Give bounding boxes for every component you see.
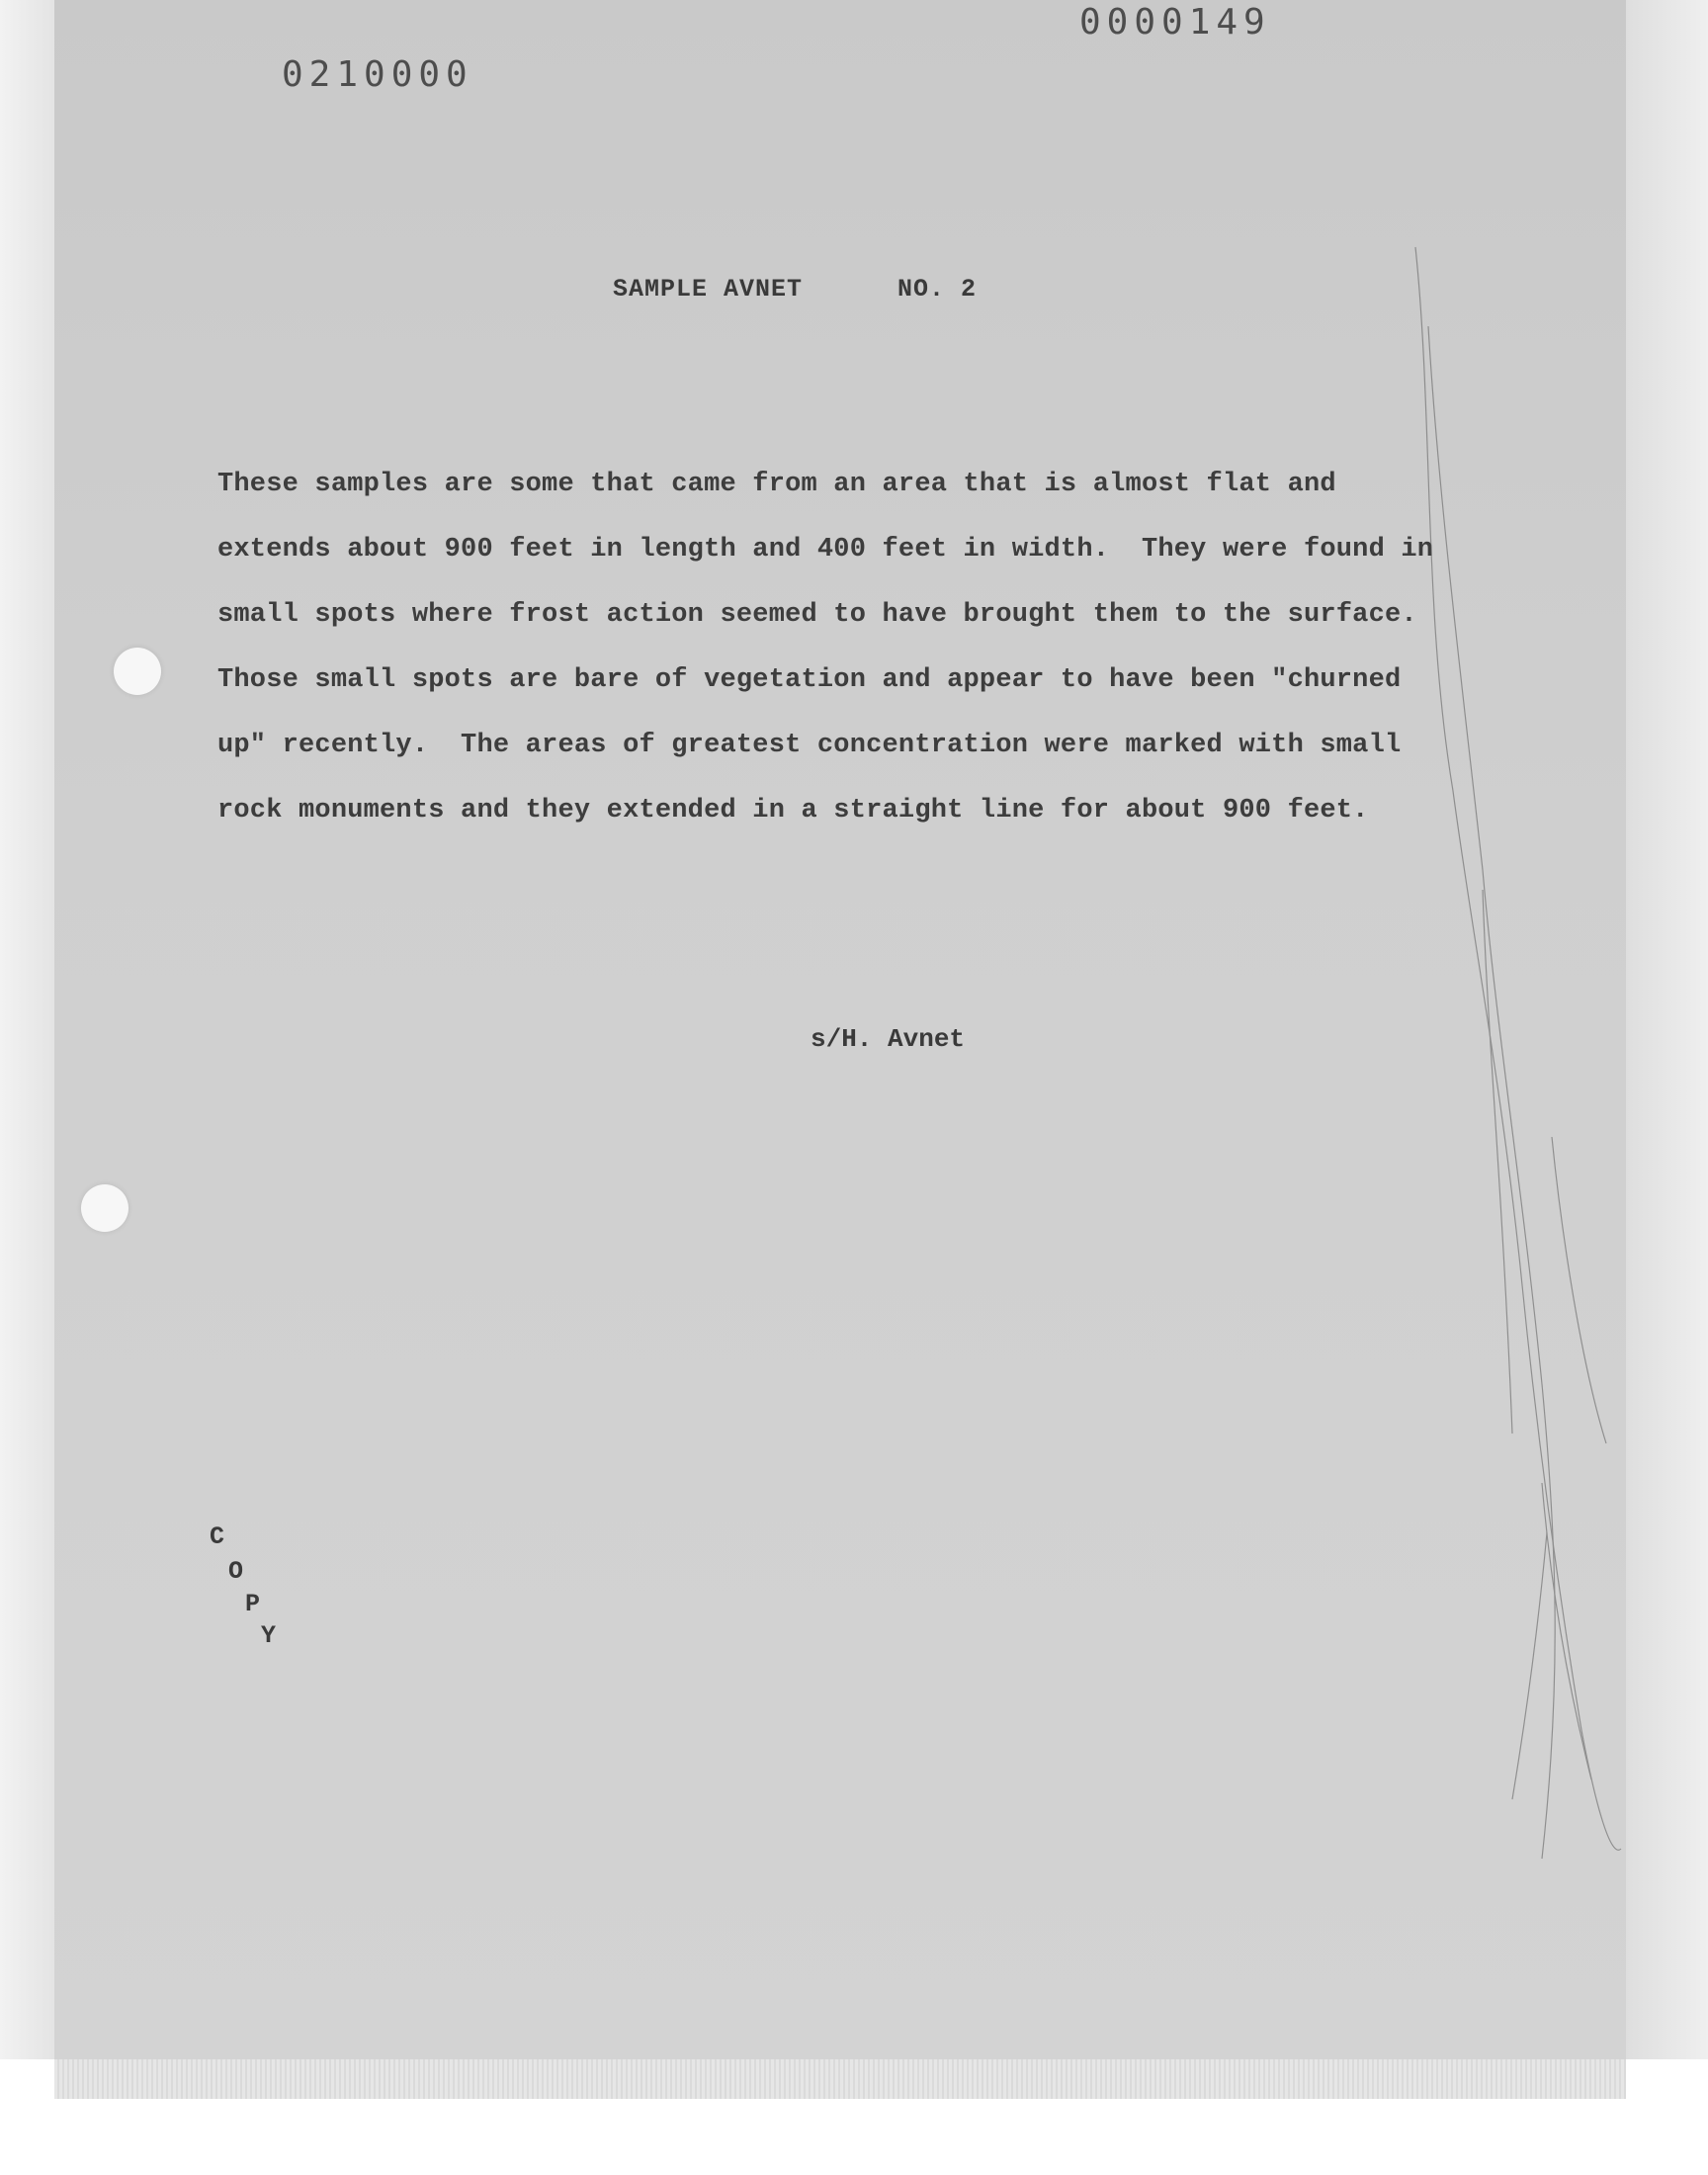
copy-letter-p: P xyxy=(245,1590,261,1618)
copy-letter-y: Y xyxy=(261,1621,277,1650)
scan-left-margin xyxy=(0,0,54,2059)
punch-hole-lower xyxy=(81,1184,128,1232)
page-title: SAMPLE AVNET NO. 2 xyxy=(613,275,978,304)
body-line-3: small spots where frost action seemed to have brought them to the surface. xyxy=(217,600,1417,630)
scan-right-margin xyxy=(1626,0,1708,2059)
copy-letter-o: O xyxy=(228,1557,244,1586)
body-line-5: up" recently. The areas of greatest concentration were marked with small xyxy=(217,731,1402,760)
document-number-left: 0210000 xyxy=(282,54,473,95)
body-line-6: rock monuments and they extended in a straight line for about 900 feet. xyxy=(217,796,1369,826)
document-number-top: 0000149 xyxy=(1079,2,1271,43)
body-line-1: These samples are some that came from an area that is almost flat and xyxy=(217,470,1336,499)
body-line-2: extends about 900 feet in length and 400 feet in width. They were found in xyxy=(217,535,1434,565)
signature: s/H. Avnet xyxy=(811,1024,966,1054)
scan-bottom-edge xyxy=(54,2059,1626,2099)
punch-hole-upper xyxy=(114,648,161,695)
copy-letter-c: C xyxy=(210,1522,225,1551)
body-line-4: Those small spots are bare of vegetation and appear to have been "churned xyxy=(217,665,1402,695)
